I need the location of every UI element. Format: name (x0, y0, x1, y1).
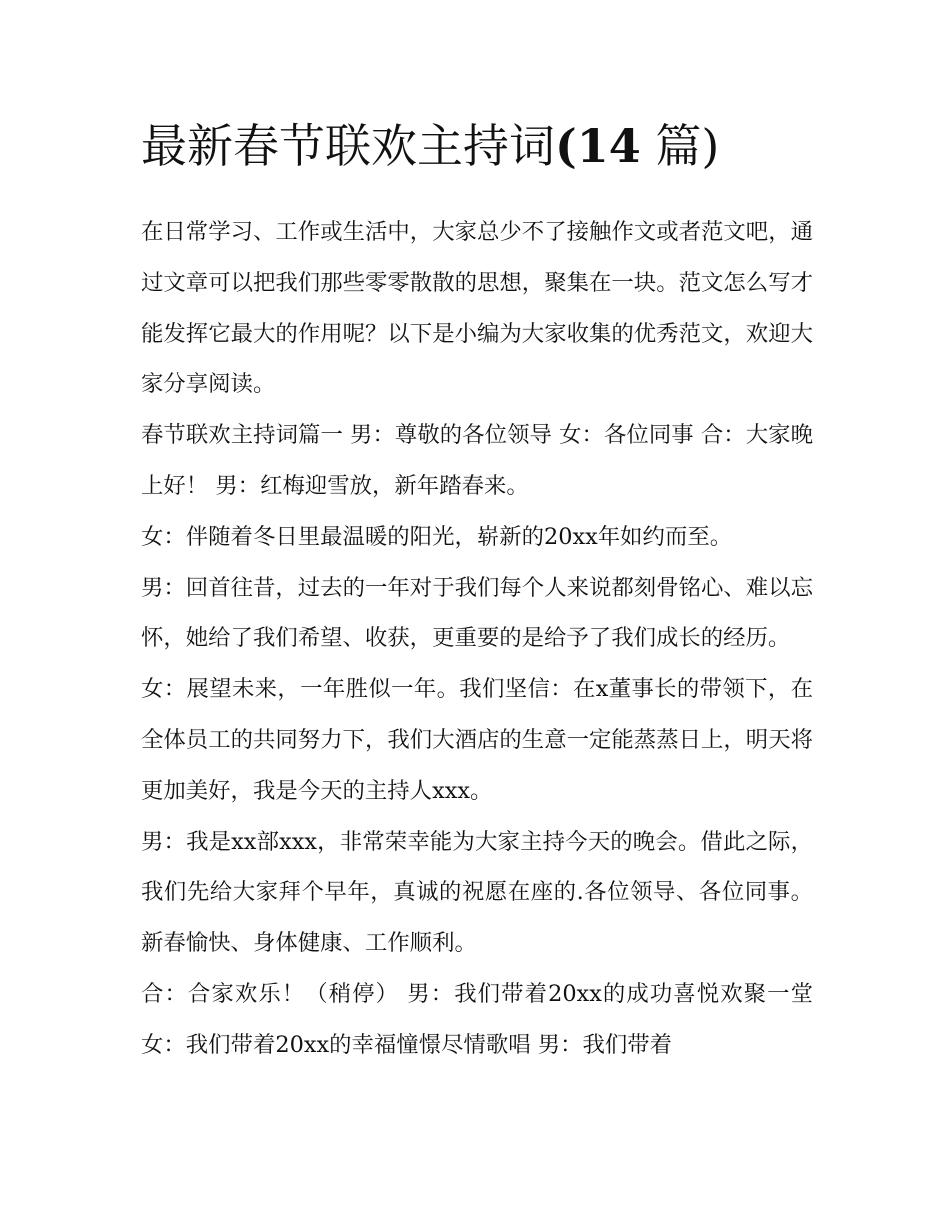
paragraph-female-1: 女：伴随着冬日里最温暖的阳光，崭新的20xx年如约而至。 (141, 523, 733, 550)
paragraph-together: 合：合家欢乐！（稍停） 男：我们带着20xx的成功喜悦欢聚一堂 女：我们带着20xx的幸福憧憬尽情歌唱 男：我们带着 (141, 980, 813, 1058)
title-suffix: 篇) (655, 119, 720, 173)
paragraph-male-2: 男：我是xx部xxx，非常荣幸能为大家主持今天的晚会。借此之际，我们先给大家拜个早年，真诚的祝愿在座的.各位领导、各位同事。新春愉快、身体健康、工作顺利。 (141, 828, 813, 957)
paragraph-male-1: 男：回首往昔，过去的一年对于我们每个人来说都刻骨铭心、难以忘怀，她给了我们希望、收获，更重要的是给予了我们成长的经历。 (141, 574, 813, 652)
paragraph-intro: 在日常学习、工作或生活中，大家总少不了接触作文或者范文吧，通过文章可以把我们那些零零散散的思想，聚集在一块。范文怎么写才能发挥它最大的作用呢？以下是小编为大家收集的优秀范文，欢迎大家分享阅读。 (141, 219, 813, 398)
paragraph-female-2: 女：展望未来，一年胜似一年。我们坚信：在x董事长的带领下，在全体员工的共同努力下，我们大酒店的生意一定能蒸蒸日上，明天将更加美好，我是今天的主持人xxx。 (141, 676, 813, 804)
paragraph-opening: 春节联欢主持词篇一 男：尊敬的各位领导 女：各位同事 合：大家晚上好！ 男：红梅迎雪放，新年踏春来。 (141, 422, 813, 499)
document-title (141, 113, 813, 179)
title-count: (14 (555, 119, 641, 173)
document-body (141, 113, 813, 1071)
title-text: 最新春节联欢主持词 (141, 119, 555, 173)
